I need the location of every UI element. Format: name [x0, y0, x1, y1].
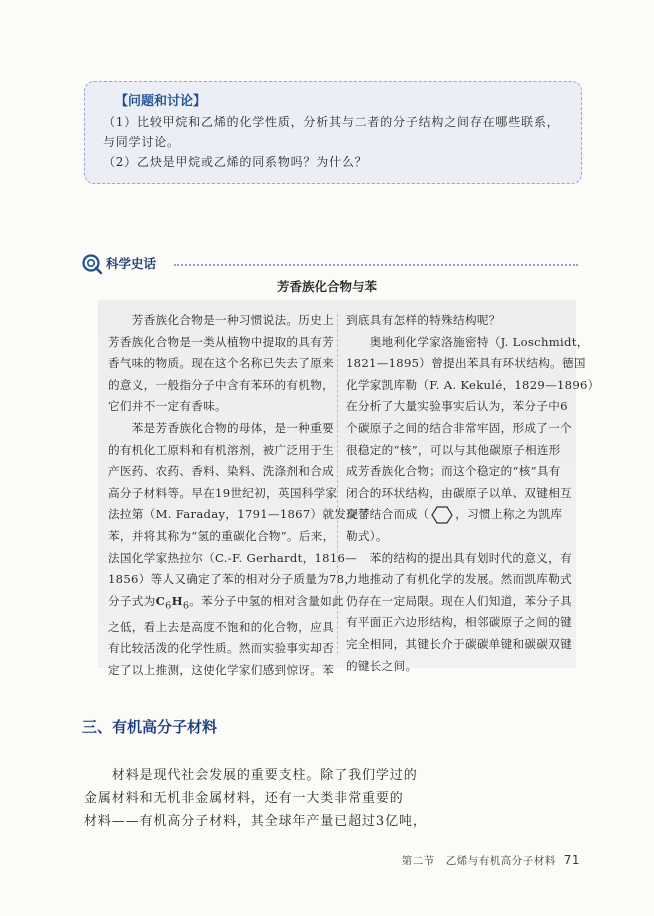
formula-prefix: 分子式为 — [108, 593, 156, 608]
text-line: 香气味的物质。现在这个名称已失去了原来 — [108, 356, 334, 371]
text-line: 闭合的环状结构，由碳原子以单、双键相互 — [346, 485, 572, 500]
text-line: 化学家凯库勒（F. A. Kekulé，1829—1896） — [346, 377, 600, 392]
science-history-label: 科学史话 — [106, 256, 157, 271]
text-line: 芳香族化合物是一类从植物中提取的具有芳 — [108, 334, 334, 349]
history-right-column — [346, 310, 600, 677]
history-panel — [98, 300, 600, 677]
body-line: 金属材料和无机非金属材料，还有一大类非常重要的 — [84, 791, 404, 806]
text-line: 力地推动了有机化学的发展。然而凯库勒式 — [346, 572, 572, 587]
text-line: 产医药、农药、香料、染料、洗涤剂和合成 — [108, 464, 334, 479]
text-line: 完全相同，其键长介于碳碳单键和碳碳双键 — [346, 636, 572, 651]
discussion-question-1-cont: 与同学讨论。 — [103, 135, 180, 149]
ring-suffix: ，习惯上称之为凯库 — [455, 507, 563, 522]
text-line: 很稳定的“核”，可以与其他碳原子相连形 — [346, 442, 561, 457]
text-line: 在分析了大量实验事实后认为，苯分子中6 — [346, 399, 568, 414]
body-line: 材料——有机高分子材料，其全球年产量已超过3亿吨， — [84, 814, 427, 829]
ring-prefix: 交替结合而成（ — [346, 507, 430, 522]
text-line: 到底具有怎样的特殊结构呢？ — [346, 313, 501, 327]
text-line: 奥地利化学家洛施密特（J. Loschmidt， — [346, 334, 589, 349]
text-line: 法拉第（M. Faraday，1791—1867）就发现了 — [108, 507, 370, 522]
footer-section: 第二节 乙烯与有机高分子材料 — [401, 855, 556, 867]
text-line: 个碳原子之间的结合非常牢固，形成了一个 — [346, 420, 572, 435]
header-dotted-rule — [174, 264, 578, 266]
history-title: 芳香族化合物与苯 — [276, 279, 377, 294]
text-line: 它们并不一定有香味。 — [108, 399, 227, 414]
text-line: 的意义，一般指分子中含有苯环的有机物， — [108, 377, 334, 392]
discussion-box — [84, 81, 582, 184]
text-line: 有比较活泼的化学性质。然而实验事实却否 — [108, 641, 334, 656]
ring-line — [346, 504, 568, 526]
text-line: 法国化学家热拉尔（C.-F. Gerhardt，1816— — [108, 550, 358, 565]
text-line: 仍存在一定局限。现在人们知道，苯分子具 — [346, 593, 572, 608]
text-line: 1856）等人又确定了苯的相对分子质量为78， — [108, 572, 357, 587]
text-line: 成芳香族化合物；而这个稳定的“核”具有 — [346, 464, 561, 479]
text-line: 苯，并将其称为“氢的重碳化合物”。后来， — [108, 528, 335, 543]
formula-line — [108, 591, 344, 617]
formula-suffix: 。苯分子中氢的相对含量如此 — [189, 593, 344, 608]
text-line: 1821—1895）曾提出苯具有环状结构。德国 — [346, 356, 586, 371]
section-body — [84, 764, 427, 833]
discussion-question-2: （2）乙炔是甲烷或乙烯的同系物吗？为什么？ — [103, 155, 368, 169]
benzene-ring-icon — [431, 506, 453, 524]
page-footer — [402, 853, 580, 868]
text-line: 芳香族化合物是一种习惯说法。历史上 — [108, 313, 334, 327]
text-line: 有平面正六边形结构，相邻碳原子之间的键 — [346, 615, 572, 630]
science-history-header — [82, 252, 578, 274]
text-line: 苯的结构的提出具有划时代的意义，有 — [346, 550, 572, 565]
magnifier-q-icon — [82, 254, 102, 274]
column-divider — [337, 314, 338, 654]
formula-c-sub: 6 — [165, 600, 172, 612]
body-line: 材料是现代社会发展的重要支柱。除了我们学过的 — [84, 768, 418, 783]
text-line: 苯是芳香族化合物的母体，是一种重要 — [108, 420, 334, 435]
text-line: 之低，看上去是高度不饱和的化合物，应具 — [108, 619, 334, 634]
text-line: 的有机化工原料和有机溶剂，被广泛用于生 — [108, 442, 334, 457]
text-line: 高分子材料等。早在19世纪初，英国科学家 — [108, 485, 338, 500]
text-line: 定了以上推测，这使化学家们感到惊讶。苯 — [108, 662, 334, 677]
text-line: 勒式）。 — [346, 528, 388, 543]
text-line: 的键长之间。 — [346, 658, 418, 673]
section-heading: 三、有机高分子材料 — [82, 718, 218, 736]
formula-c: C — [155, 593, 166, 608]
formula-h: H — [171, 593, 183, 608]
page-number: 71 — [563, 853, 580, 867]
discussion-title: 【问题和讨论】 — [115, 94, 207, 109]
discussion-question-1: （1）比较甲烷和乙烯的化学性质，分析其与二者的分子结构之间存在哪些联系， — [103, 115, 560, 129]
formula-h-sub: 6 — [182, 600, 190, 612]
